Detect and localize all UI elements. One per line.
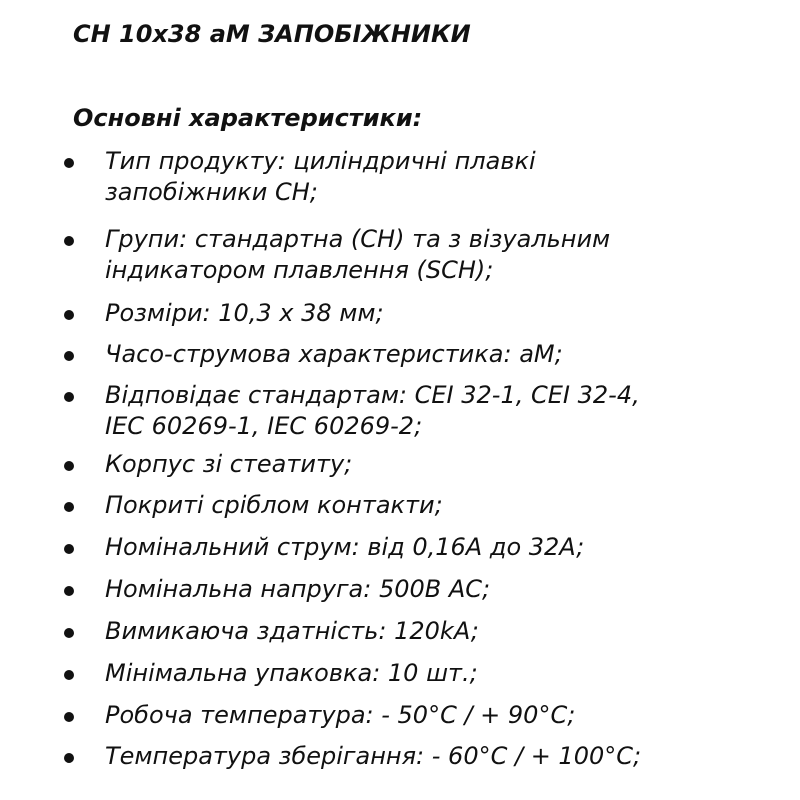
list-item-text: Номінальний струм: від 0,16A до 32A; (105, 533, 585, 561)
list-item-text: Тип продукту: циліндричні плавкі запобіжники CH; (105, 147, 536, 206)
bullet-icon (64, 544, 74, 554)
bullet-icon (64, 628, 74, 638)
list-item-text: Корпус зі стеатиту; (105, 450, 353, 478)
page-title: CH 10x38 aM ЗАПОБІЖНИКИ (73, 20, 471, 48)
list-item-text: Покриті сріблом контакти; (105, 491, 443, 519)
list-item-text: Номінальна напруга: 500В AC; (105, 575, 491, 603)
bullet-icon (64, 236, 74, 246)
bullet-icon (64, 461, 74, 471)
bullet-icon (64, 712, 74, 722)
list-item-text: Температура зберігання: - 60°C / + 100°C; (105, 742, 642, 770)
bullet-icon (64, 502, 74, 512)
list-item-text: Відповідає стандартам: CEI 32-1, CEI 32-4, IEC 60269-1, IEC 60269-2; (105, 381, 640, 440)
bullet-icon (64, 753, 74, 763)
list-item-text: Робоча температура: - 50°C / + 90°C; (105, 701, 576, 729)
bullet-icon (64, 586, 74, 596)
list-item-text: Вимикаюча здатність: 120kA; (105, 617, 479, 645)
bullet-icon (64, 310, 74, 320)
bullet-icon (64, 392, 74, 402)
list-item-text: Розміри: 10,3 x 38 мм; (105, 299, 384, 327)
bullet-icon (64, 670, 74, 680)
section-heading: Основні характеристики: (73, 104, 423, 132)
bullet-icon (64, 158, 74, 168)
list-item-text: Мінімальна упаковка: 10 шт.; (105, 659, 478, 687)
list-item-text: Часо-струмова характеристика: aM; (105, 340, 563, 368)
list-item-text: Групи: стандартна (CH) та з візуальним індикатором плавлення (SCH); (105, 225, 611, 284)
bullet-icon (64, 351, 74, 361)
